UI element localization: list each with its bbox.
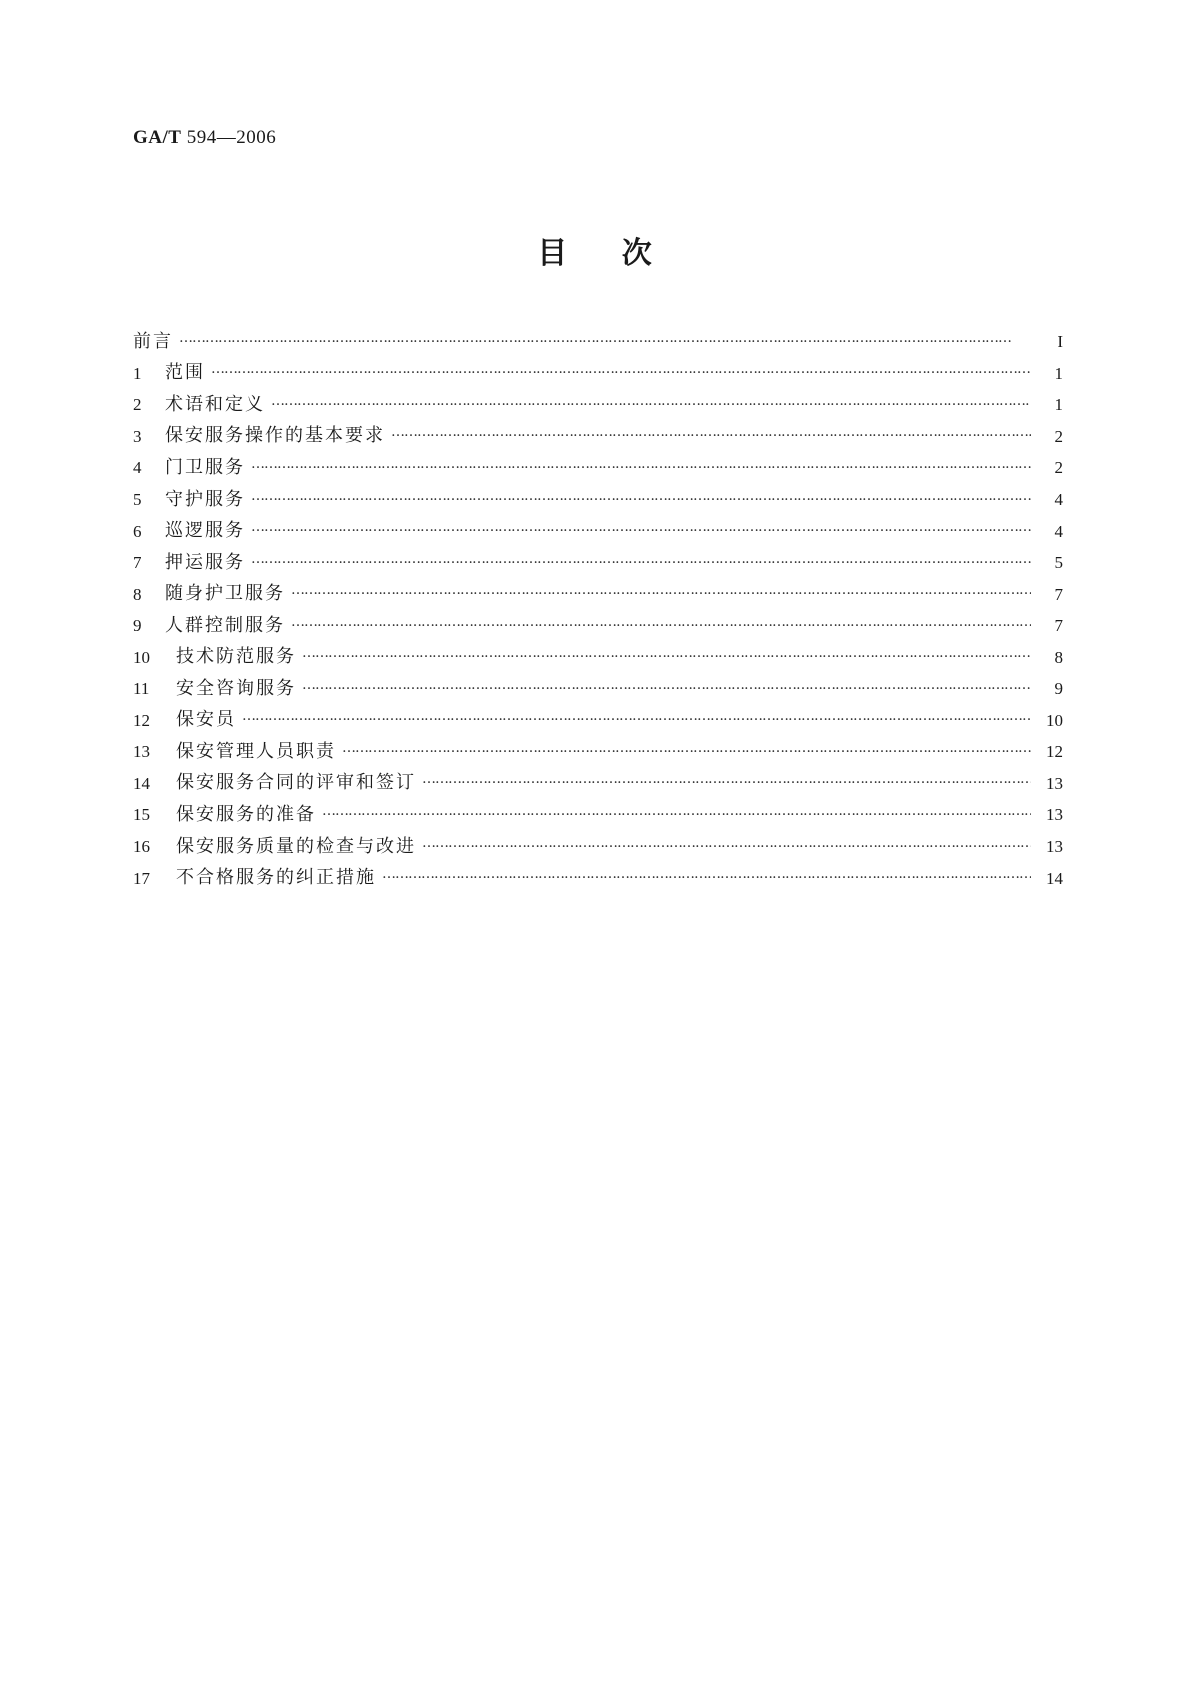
document-code-prefix: GA/T bbox=[133, 127, 182, 148]
toc-leader-dots bbox=[251, 491, 1031, 509]
toc-entry[interactable] bbox=[133, 484, 1063, 516]
toc-leader-dots bbox=[322, 806, 1031, 824]
toc-entry-number: 1 bbox=[133, 363, 142, 383]
toc-entry-page: 13 bbox=[1046, 773, 1063, 793]
toc-leader-dots bbox=[342, 743, 1031, 761]
toc-entry-title: 门卫服务 bbox=[165, 456, 245, 478]
toc-entry-page: I bbox=[1057, 332, 1063, 352]
toc-entry-title: 范围 bbox=[165, 362, 205, 384]
toc-entry-title: 技术防范服务 bbox=[176, 646, 296, 668]
toc-entry-page: 4 bbox=[1054, 521, 1063, 541]
toc-entry[interactable] bbox=[133, 452, 1063, 484]
toc-entry-title: 巡逻服务 bbox=[165, 520, 245, 542]
toc-entry[interactable] bbox=[133, 705, 1063, 737]
toc-entry-page: 7 bbox=[1054, 616, 1063, 636]
toc-entry[interactable] bbox=[133, 326, 1063, 358]
toc-leader-dots bbox=[251, 459, 1031, 477]
toc-leader-dots bbox=[251, 522, 1031, 540]
toc-entry[interactable] bbox=[133, 610, 1063, 642]
toc-entry-page: 13 bbox=[1046, 805, 1063, 825]
toc-entry-title: 保安员 bbox=[176, 709, 236, 731]
table-of-contents bbox=[133, 326, 1063, 894]
toc-entry-title: 保安管理人员职责 bbox=[176, 740, 336, 762]
toc-leader-dots bbox=[422, 838, 1031, 856]
toc-entry-title: 安全咨询服务 bbox=[176, 677, 296, 699]
toc-entry-title: 保安服务质量的检查与改进 bbox=[176, 835, 416, 857]
toc-entry-title: 保安服务操作的基本要求 bbox=[165, 425, 385, 447]
toc-entry-page: 8 bbox=[1054, 647, 1063, 667]
toc-entry-number: 10 bbox=[133, 647, 150, 667]
document-code-number: 594—2006 bbox=[186, 127, 277, 148]
toc-leader-dots bbox=[242, 711, 1031, 729]
toc-leader-dots bbox=[302, 648, 1031, 666]
toc-entry-number: 11 bbox=[133, 679, 150, 699]
toc-entry-number: 17 bbox=[133, 868, 150, 888]
toc-entry-title: 随身护卫服务 bbox=[165, 583, 285, 605]
toc-leader-dots bbox=[271, 396, 1031, 414]
toc-entry[interactable] bbox=[133, 578, 1063, 610]
toc-entry[interactable] bbox=[133, 515, 1063, 547]
page-title: 目 次 bbox=[537, 236, 654, 271]
toc-entry-number: 7 bbox=[133, 553, 142, 573]
toc-entry-number: 16 bbox=[133, 837, 150, 857]
toc-entry-title: 人群控制服务 bbox=[165, 614, 285, 636]
toc-entry[interactable] bbox=[133, 799, 1063, 831]
toc-entry-page: 2 bbox=[1054, 426, 1063, 446]
toc-entry[interactable] bbox=[133, 831, 1063, 863]
toc-entry-title: 不合格服务的纠正措施 bbox=[176, 867, 376, 889]
toc-entry-number: 8 bbox=[133, 584, 142, 604]
toc-leader-dots bbox=[211, 364, 1031, 382]
toc-entry-title: 保安服务的准备 bbox=[176, 803, 316, 825]
toc-entry-page: 10 bbox=[1046, 710, 1063, 730]
toc-leader-dots bbox=[251, 554, 1031, 572]
toc-leader-dots bbox=[382, 869, 1031, 887]
toc-entry[interactable] bbox=[133, 673, 1063, 705]
toc-entry-page: 9 bbox=[1054, 679, 1063, 699]
toc-leader-dots bbox=[291, 585, 1031, 603]
toc-entry-number: 3 bbox=[133, 426, 142, 446]
toc-entry-page: 5 bbox=[1054, 553, 1063, 573]
toc-entry-page: 2 bbox=[1054, 458, 1063, 478]
toc-entry-title: 押运服务 bbox=[165, 551, 245, 573]
toc-entry-number: 9 bbox=[133, 616, 142, 636]
toc-entry-page: 1 bbox=[1054, 363, 1063, 383]
toc-entry-page: 13 bbox=[1046, 837, 1063, 857]
toc-entry-number: 12 bbox=[133, 710, 150, 730]
toc-entry[interactable] bbox=[133, 641, 1063, 673]
toc-entry-page: 14 bbox=[1046, 868, 1063, 888]
toc-entry-title: 保安服务合同的评审和签订 bbox=[176, 772, 416, 794]
toc-entry-title: 守护服务 bbox=[165, 488, 245, 510]
toc-entry-number: 13 bbox=[133, 742, 150, 762]
toc-leader-dots bbox=[422, 774, 1031, 792]
toc-leader-dots bbox=[391, 427, 1031, 445]
toc-entry-page: 12 bbox=[1046, 742, 1063, 762]
document-code bbox=[133, 127, 276, 149]
toc-entry-page: 1 bbox=[1054, 395, 1063, 415]
toc-entry-page: 7 bbox=[1054, 584, 1063, 604]
toc-entry[interactable] bbox=[133, 768, 1063, 800]
toc-entry-number: 14 bbox=[133, 773, 150, 793]
toc-entry-number: 2 bbox=[133, 395, 142, 415]
toc-entry[interactable] bbox=[133, 421, 1063, 453]
toc-entry-title: 前言 bbox=[133, 330, 173, 352]
toc-leader-dots bbox=[291, 617, 1031, 635]
toc-entry-number: 5 bbox=[133, 490, 142, 509]
toc-entry-number: 6 bbox=[133, 521, 142, 541]
toc-entry[interactable] bbox=[133, 736, 1063, 768]
toc-entry-title: 术语和定义 bbox=[165, 393, 265, 415]
toc-entry[interactable] bbox=[133, 389, 1063, 421]
toc-entry-page: 4 bbox=[1054, 490, 1063, 509]
toc-entry-number: 4 bbox=[133, 458, 142, 478]
toc-entry-number: 15 bbox=[133, 805, 150, 825]
toc-leader-dots bbox=[302, 680, 1031, 698]
toc-entry[interactable] bbox=[133, 547, 1063, 579]
toc-leader-dots bbox=[179, 333, 1031, 351]
toc-entry[interactable] bbox=[133, 358, 1063, 390]
toc-entry[interactable] bbox=[133, 862, 1063, 894]
